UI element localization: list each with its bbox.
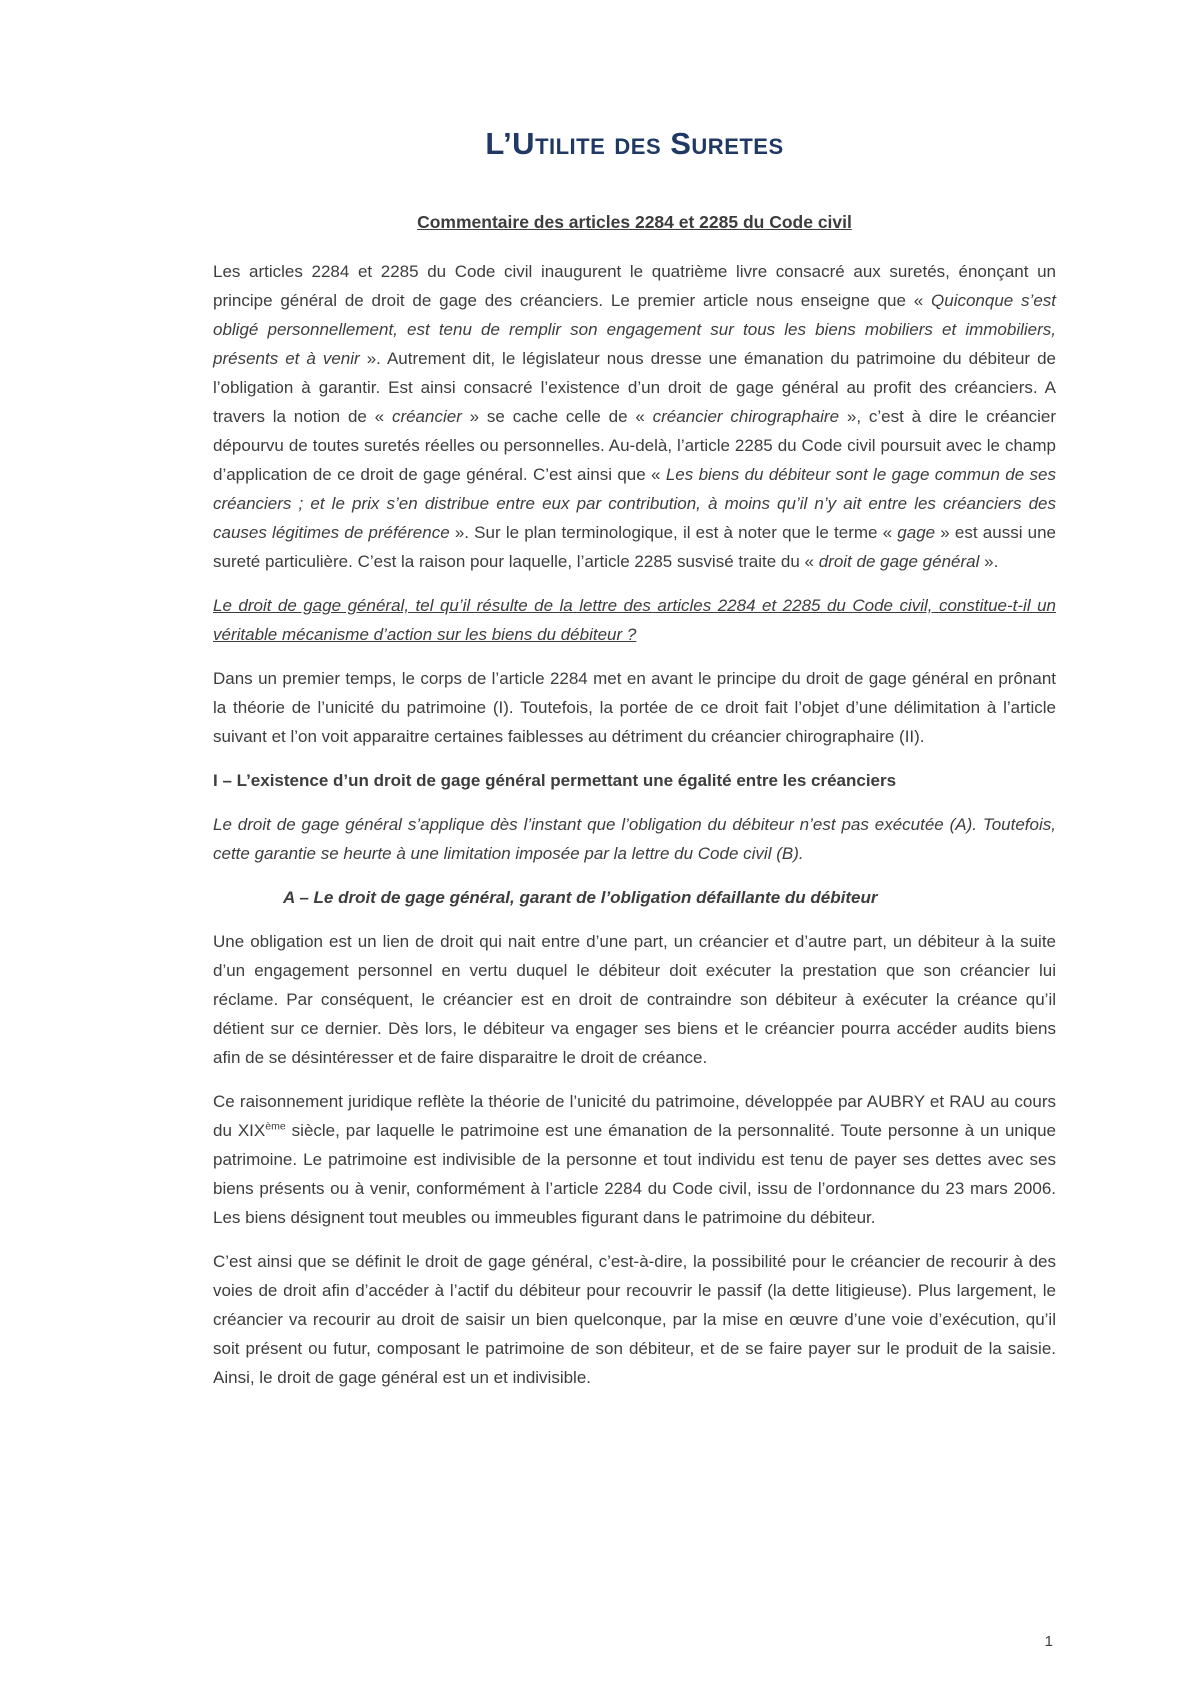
problem-statement: Le droit de gage général, tel qu’il résulte de la lettre des articles 2284 et 2285 du Code civil, constitue-t-il un véritable mécanisme d’action sur les biens du débiteur ?	[213, 596, 1056, 644]
paragraph-a2: Ce raisonnement juridique reflète la théorie de l’unicité du patrimoine, développée par AUBRY et RAU au cours du XIXème siècle, par laquelle le patrimoine est une émanation de la personnalité. Toute personne à un unique patrimoine. Le patrimoine est indivisible de la personne et tout individu est tenu de payer ses dettes avec ses biens présents ou à venir, conformément à l’article 2284 du Code civil, issu de l’ordonnance du 23 mars 2006. Les biens désignent tout meubles ou immeubles figurant dans le patrimoine du débiteur.	[213, 1092, 1057, 1227]
paragraph-a3: C’est ainsi que se définit le droit de gage général, c’est-à-dire, la possibilité pour le créancier de recourir à des voies de droit afin d’accéder à l’actif du débiteur pour recouvrir le passif (la dette litigieuse). Plus largement, le créancier va recourir au droit de saisir un bien quelconque, par la mise en œuvre d’une voie d’exécution, qu’il soit présent ou futur, composant le patrimoine de son débiteur, et de se faire payer sur le produit de la saisie. Ainsi, le droit de gage général est un et indivisible.	[213, 1252, 1056, 1387]
section-heading-1: I – L’existence d’un droit de gage général permettant une égalité entre les créanciers	[213, 771, 897, 790]
paragraph-a1: Une obligation est un lien de droit qui nait entre d’une part, un créancier et d’autre part, un débiteur à la suite d’un engagement personnel en vertu duquel le débiteur doit exécuter la prestation que son créancier lui réclame. Par conséquent, le créancier est en droit de contraindre son débiteur à exécuter la créance qu’il détient sur ce dernier. Dès lors, le débiteur va engager ses biens et le créancier pourra accéder audits biens afin de se désintéresser et de faire disparaitre le droit de créance.	[213, 932, 1056, 1067]
paragraph-plan: Dans un premier temps, le corps de l’article 2284 met en avant le principe du droit de gage général en prônant la théorie de l’unicité du patrimoine (I). Toutefois, la portée de ce droit fait l’objet d’une délimitation à l’article suivant et l’on voit apparaitre certaines faiblesses au détriment du créancier chirographaire (II).	[213, 669, 1056, 746]
document-subtitle: Commentaire des articles 2284 et 2285 du Code civil	[417, 212, 852, 232]
subsection-heading-1a: A – Le droit de gage général, garant de l’obligation défaillante du débiteur	[283, 888, 878, 907]
page-number: 1	[1044, 1633, 1053, 1650]
document-title: L’Utilite des Suretes	[485, 126, 784, 161]
paragraph-intro: Les articles 2284 et 2285 du Code civil inaugurent le quatrième livre consacré aux suretés, énonçant un principe général de droit de gage des créanciers. Le premier article nous enseigne que « Quiconque s’est obligé personnellement, est tenu de remplir son engagement sur tous les biens mobiliers et immobiliers, présents et à venir ». Autrement dit, le législateur nous dresse une émanation du patrimoine du débiteur de l’obligation à garantir. Est ainsi consacré l’existence d’un droit de gage général au profit des créanciers. A travers la notion de « créancier » se cache celle de « créancier chirographaire », c’est à dire le créancier dépourvu de toutes suretés réelles ou personnelles. Au-delà, l’article 2285 du Code civil poursuit avec le champ d’application de ce droit de gage général. C’est ainsi que « Les biens du débiteur sont le gage commun de ses créanciers ; et le prix s’en distribue entre eux par contribution, à moins qu’il n’y ait entre les créanciers des causes légitimes de préférence ». Sur le plan terminologique, il est à noter que le terme « gage » est aussi une sureté particulière. C’est la raison pour laquelle, l’article 2285 susvisé traite du « droit de gage général ».	[213, 262, 1057, 571]
chapeau-section-1: Le droit de gage général s’applique dès l’instant que l’obligation du débiteur n’est pas exécutée (A). Toutefois, cette garantie se heurte à une limitation imposée par la lettre du Code civil (B).	[213, 815, 1056, 863]
